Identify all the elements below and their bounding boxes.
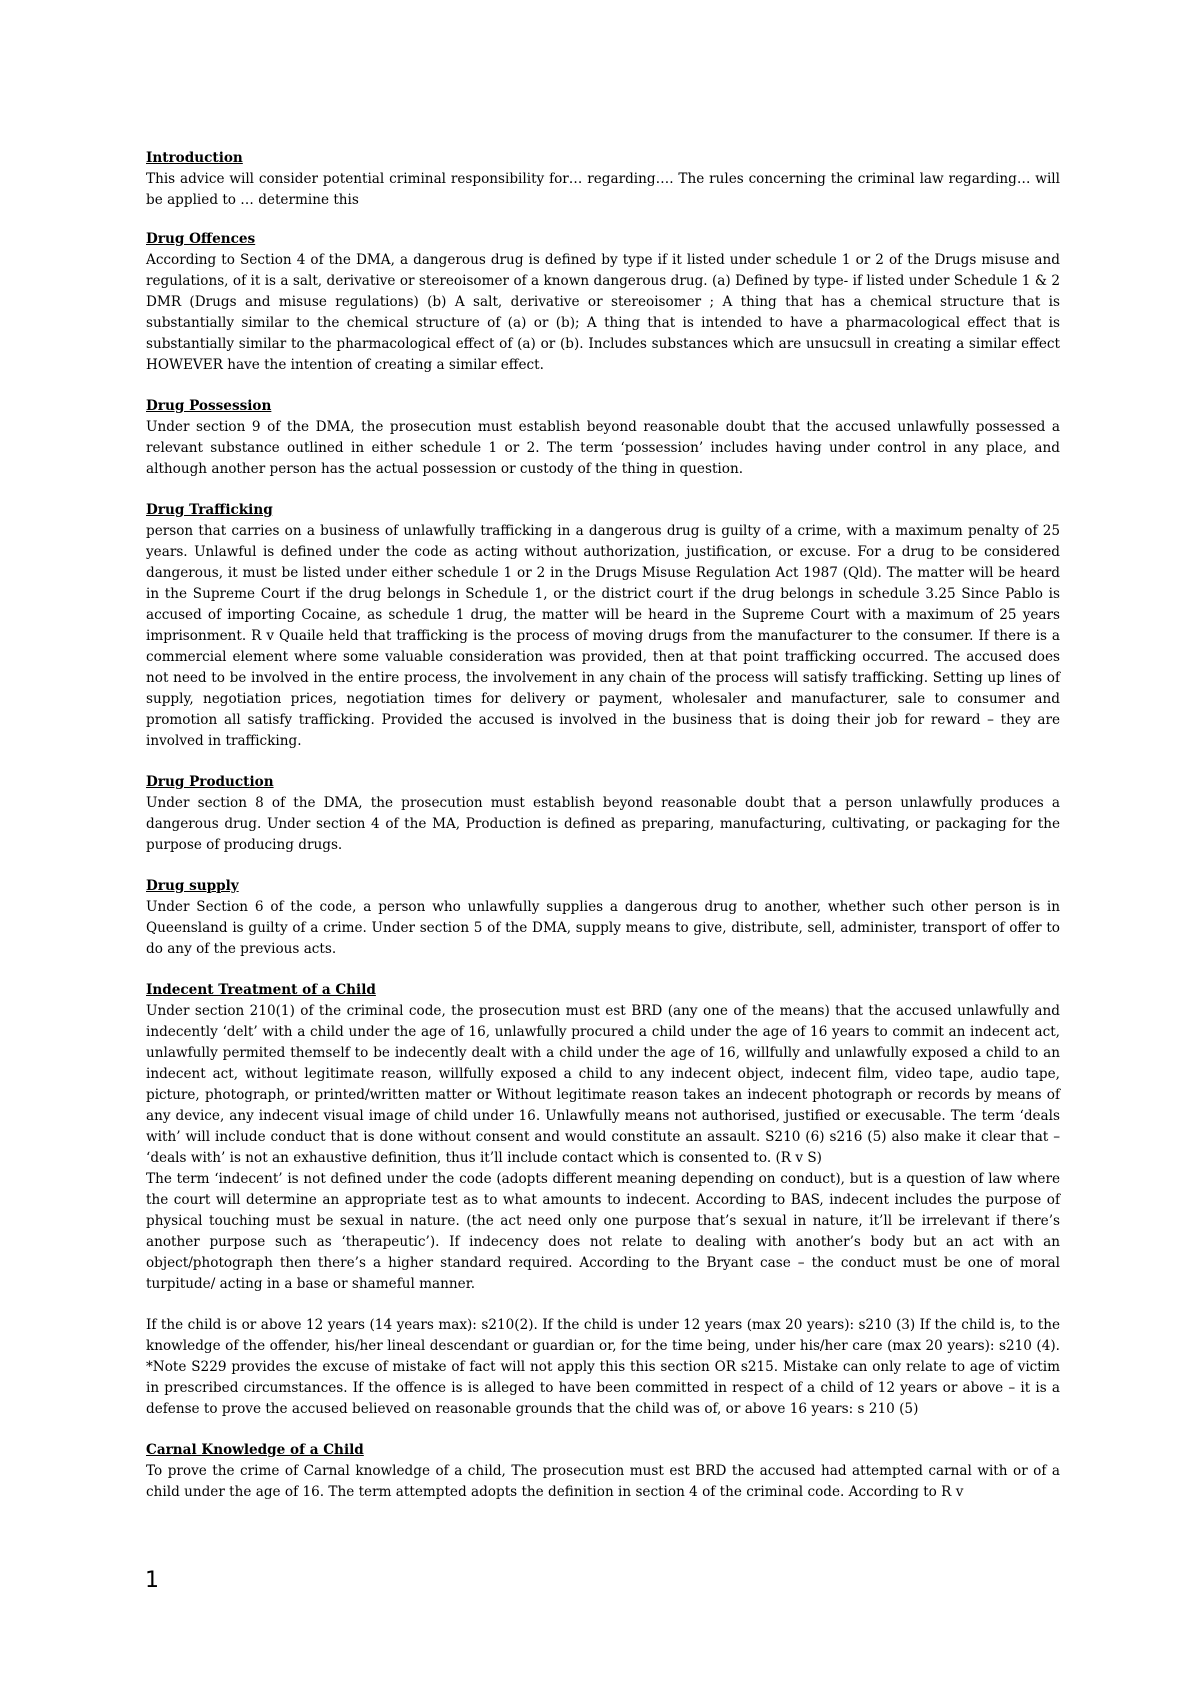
section-drug-possession bbox=[146, 396, 1060, 480]
section-paragraph: person that carries on a business of unlawfully trafficking in a dangerous drug is guilty of a crime, with a maximum penalty of 25 years. Unlawful is defined under the code as acting without authorization, justification, or excuse. For a drug to be considered dangerous, it must be listed under either schedule 1 or 2 in the Drugs Misuse Regulation Act 1987 (Qld). The matter will be heard in the Supreme Court if the drug belongs in Schedule 1, or the district court if the drug belongs in schedule 3.25 Since Pablo is accused of importing Cocaine, as schedule 1 drug, the matter will be heard in the Supreme Court with a maximum of 25 years imprisonment. R v Quaile held that trafficking is the process of moving drugs from the manufacturer to the consumer. If there is a commercial element where some valuable consideration was provided, then at that point trafficking occurred. The accused does not need to be involved in the entire process, the involvement in any chain of the process will satisfy trafficking. Setting up lines of supply, negotiation prices, negotiation times for delivery or payment, wholesaler and manufacturer, sale to consumer and promotion all satisfy trafficking. Provided the accused is involved in the business that is doing their job for reward – they are involved in trafficking. bbox=[146, 523, 1060, 749]
section-paragraph: To prove the crime of Carnal knowledge of a child, The prosecution must est BRD the accused had attempted carnal with or of a child under the age of 16. The term attempted adopts the definition in section 4 of the criminal code. According to R v bbox=[146, 1463, 1060, 1500]
document-body bbox=[146, 148, 1060, 1523]
section-drug-offences bbox=[146, 229, 1060, 376]
page-number: 1 bbox=[145, 1568, 159, 1593]
section-paragraph: Under section 9 of the DMA, the prosecution must establish beyond reasonable doubt that the accused unlawfully possessed a relevant substance outlined in either schedule 1 or 2. The term ‘possession’ includes having under control in any place, and although another person has the actual possession or custody of the thing in question. bbox=[146, 419, 1060, 477]
section-paragraph: This advice will consider potential criminal responsibility for… regarding…. The rules concerning the criminal law regarding… will be applied to … determine this bbox=[146, 171, 1060, 208]
section-paragraph: Under section 210(1) of the criminal code, the prosecution must est BRD (any one of the means) that the accused unlawfully and indecently ‘delt’ with a child under the age of 16, unlawfully procured a child under the age of 16 years to commit an indecent act, unlawfully permited themself to be indecently dealt with a child under the age of 16, willfully and unlawfully exposed a child to an indecent act, without legitimate reason, willfully exposed a child to any indecent object, indecent film, video tape, audio tape, picture, photograph, or printed/written matter or Without legitimate reason takes an indecent photograph or records by means of any device, any indecent visual image of child under 16. Unlawfully means not authorised, justified or execusable. The term ‘deals with’ will include conduct that is done without consent and would constitute an assault. S210 (6) s216 (5) also make it clear that – ‘deals with’ is not an exhaustive definition, thus it’ll include contact which is consented to. (R v S) bbox=[146, 1003, 1060, 1166]
section-heading: Drug Possession bbox=[146, 398, 272, 414]
section-heading: Introduction bbox=[146, 150, 243, 166]
section-heading: Drug Trafficking bbox=[146, 502, 273, 518]
section-heading: Indecent Treatment of a Child bbox=[146, 982, 376, 998]
section-drug-trafficking bbox=[146, 500, 1060, 752]
section-paragraph: Under Section 6 of the code, a person who unlawfully supplies a dangerous drug to another, whether such other person is in Queensland is guilty of a crime. Under section 5 of the DMA, supply means to give, distribute, sell, administer, transport of offer to do any of the previous acts. bbox=[146, 899, 1060, 957]
section-drug-production bbox=[146, 772, 1060, 856]
section-carnal-knowledge bbox=[146, 1440, 1060, 1503]
section-introduction bbox=[146, 148, 1060, 211]
section-paragraph: Under section 8 of the DMA, the prosecution must establish beyond reasonable doubt that a person unlawfully produces a dangerous drug. Under section 4 of the MA, Production is defined as preparing, manufacturing, cultivating, or packaging for the purpose of producing drugs. bbox=[146, 795, 1060, 853]
section-heading: Drug Offences bbox=[146, 231, 256, 247]
section-indecent-treatment bbox=[146, 980, 1060, 1420]
section-paragraph: According to Section 4 of the DMA, a dangerous drug is defined by type if it listed under schedule 1 or 2 of the Drugs misuse and regulations, of it is a salt, derivative or stereoisomer of a known dangerous drug. (a) Defined by type- if listed under Schedule 1 & 2 DMR (Drugs and misuse regulations) (b) A salt, derivative or stereoisomer ; A thing that has a chemical structure that is substantially similar to the chemical structure of (a) or (b); A thing that is intended to have a pharmacological effect that is substantially similar to the pharmacological effect of (a) or (b). Includes substances which are unsucsull in creating a similar effect HOWEVER have the intention of creating a similar effect. bbox=[146, 252, 1060, 373]
section-paragraph: If the child is or above 12 years (14 years max): s210(2). If the child is under 12 years (max 20 years): s210 (3) If the child is, to the knowledge of the offender, his/her lineal descendant or guardian or, for the time being, under his/her care (max 20 years): s210 (4). *Note S229 provides the excuse of mistake of fact will not apply this this section OR s215. Mistake can only relate to age of victim in prescribed circumstances. If the offence is is alleged to have been committed in respect of a child of 12 years or above – it is a defense to prove the accused believed on reasonable grounds that the child was of, or above 16 years: s 210 (5) bbox=[146, 1317, 1060, 1417]
section-heading: Drug supply bbox=[146, 878, 239, 894]
section-paragraph: The term ‘indecent’ is not defined under the code (adopts different meaning depending on conduct), but is a question of law where the court will determine an appropriate test as to what amounts to indecent. According to BAS, indecent includes the purpose of physical touching must be sexual in nature. (the act need only one purpose that’s sexual in nature, it’ll be irrelevant if there’s another purpose such as ‘therapeutic’). If indecency does not relate to dealing with another’s body but an act with an object/photograph then there’s a higher standard required. According to the Bryant case – the conduct must be one of moral turpitude/ acting in a base or shameful manner. bbox=[146, 1171, 1060, 1292]
section-heading: Drug Production bbox=[146, 774, 274, 790]
section-drug-supply bbox=[146, 876, 1060, 960]
section-heading: Carnal Knowledge of a Child bbox=[146, 1442, 364, 1458]
